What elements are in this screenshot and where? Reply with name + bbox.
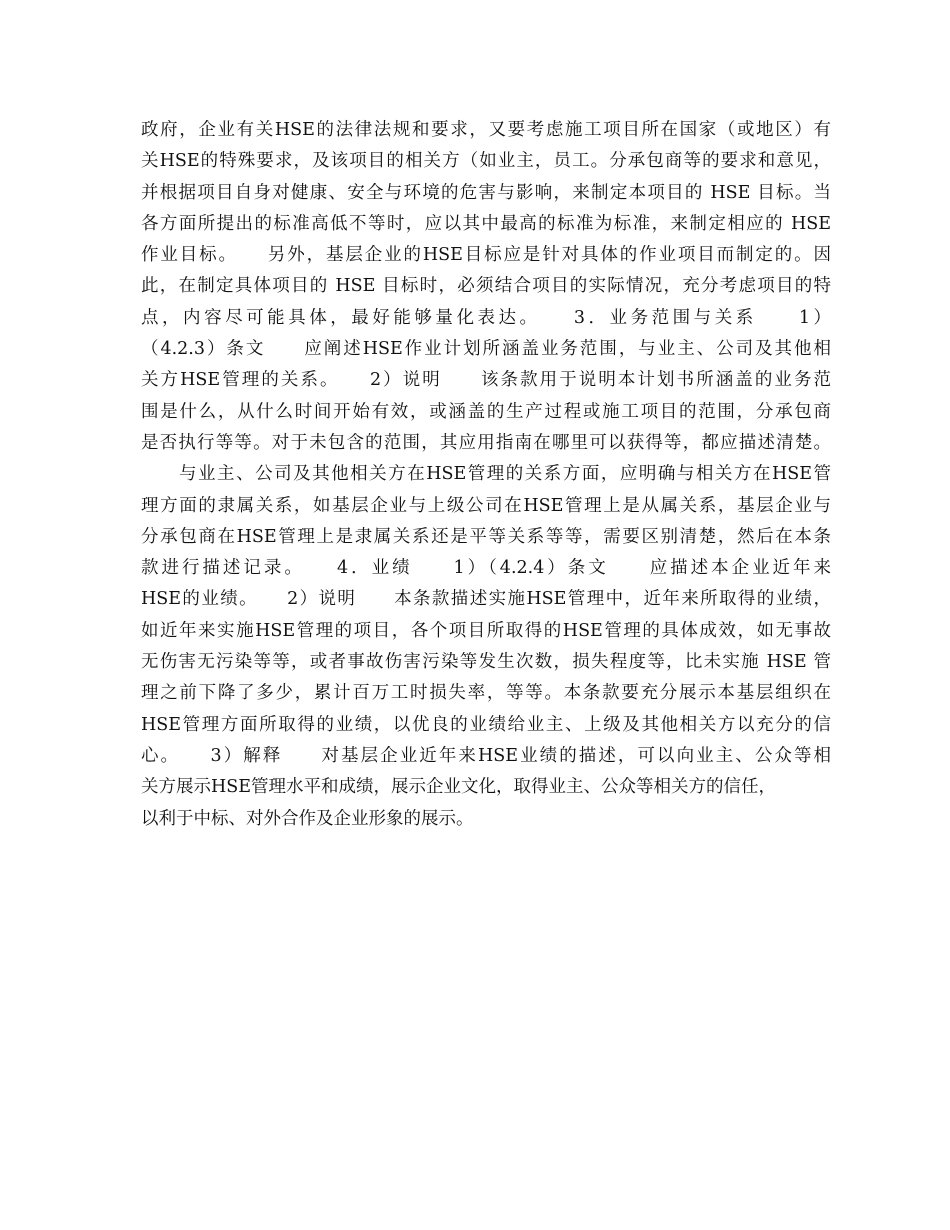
text-line: 分承包商在HSE管理上是隶属关系还是平等关系等等，需要区别清楚，然后在本条 — [141, 526, 831, 547]
text-line: 作业目标。 另外，基层企业的HSE目标应是针对具体的作业项目而制定的。因 — [141, 245, 831, 266]
text-line: 政府，企业有关HSE的法律法规和要求，又要考虑施工项目所在国家（或地区）有 — [141, 120, 831, 140]
text-line: 款进行描述记录。 4．业绩 1）（4.2.4）条文 应描述本企业近年来 — [141, 558, 831, 579]
text-line: 点，内容尽可能具体，最好能够量化表达。 3．业务范围与关系 1） — [141, 307, 831, 328]
text-line: 各方面所提出的标准高低不等时，应以其中最高的标准为标准，来制定相应的 HSE — [141, 213, 831, 234]
text-line: 关HSE的特殊要求，及该项目的相关方（如业主，员工。分承包商等的要求和意见， — [141, 151, 831, 172]
text-line: 与业主、公司及其他相关方在HSE管理的关系方面，应明确与相关方在HSE管 — [141, 464, 831, 485]
text-line: 理之前下降了多少，累计百万工时损失率，等等。本条款要充分展示本基层组织在 — [141, 683, 831, 704]
text-line: 如近年来实施HSE管理的项目，各个项目所取得的HSE管理的具体成效，如无事故 — [141, 620, 831, 641]
text-line: HSE管理方面所取得的业绩，以优良的业绩给业主、上级及其他相关方以充分的信 — [141, 714, 831, 735]
text-line: 理方面的隶属关系，如基层企业与上级公司在HSE管理上是从属关系，基层企业与 — [141, 495, 831, 516]
text-line: （4.2.3）条文 应阐述HSE作业计划所涵盖业务范围，与业主、公司及其他相 — [141, 339, 831, 360]
text-line: 围是什么，从什么时间开始有效，或涵盖的生产过程或施工项目的范围，分承包商 — [141, 401, 831, 422]
text-line: 关方展示HSE管理水平和成绩，展示企业文化，取得业主、公众等相关方的信任， — [141, 777, 777, 798]
body-text — [141, 115, 831, 835]
text-line: 关方HSE管理的关系。 2）说明 该条款用于说明本计划书所涵盖的业务范 — [141, 370, 831, 391]
text-line: HSE的业绩。 2）说明 本条款描述实施HSE管理中，近年来所取得的业绩， — [141, 589, 831, 610]
text-line: 并根据项目自身对健康、安全与环境的危害与影响，来制定本项目的 HSE 目标。当 — [141, 182, 831, 203]
text-line: 是否执行等等。对于未包含的范围，其应用指南在哪里可以获得等，都应描述清楚。 — [141, 432, 831, 453]
text-line: 心。 3）解释 对基层企业近年来HSE业绩的描述，可以向业主、公众等相 — [141, 745, 831, 766]
text-line: 此，在制定具体项目的 HSE 目标时，必须结合项目的实际情况，充分考虑项目的特 — [141, 276, 831, 297]
text-line: 无伤害无污染等等，或者事故伤害污染等发生次数，损失程度等，比未实施 HSE 管 — [141, 652, 831, 673]
text-line: 以利于中标、对外合作及企业形象的展示。 — [141, 808, 474, 829]
